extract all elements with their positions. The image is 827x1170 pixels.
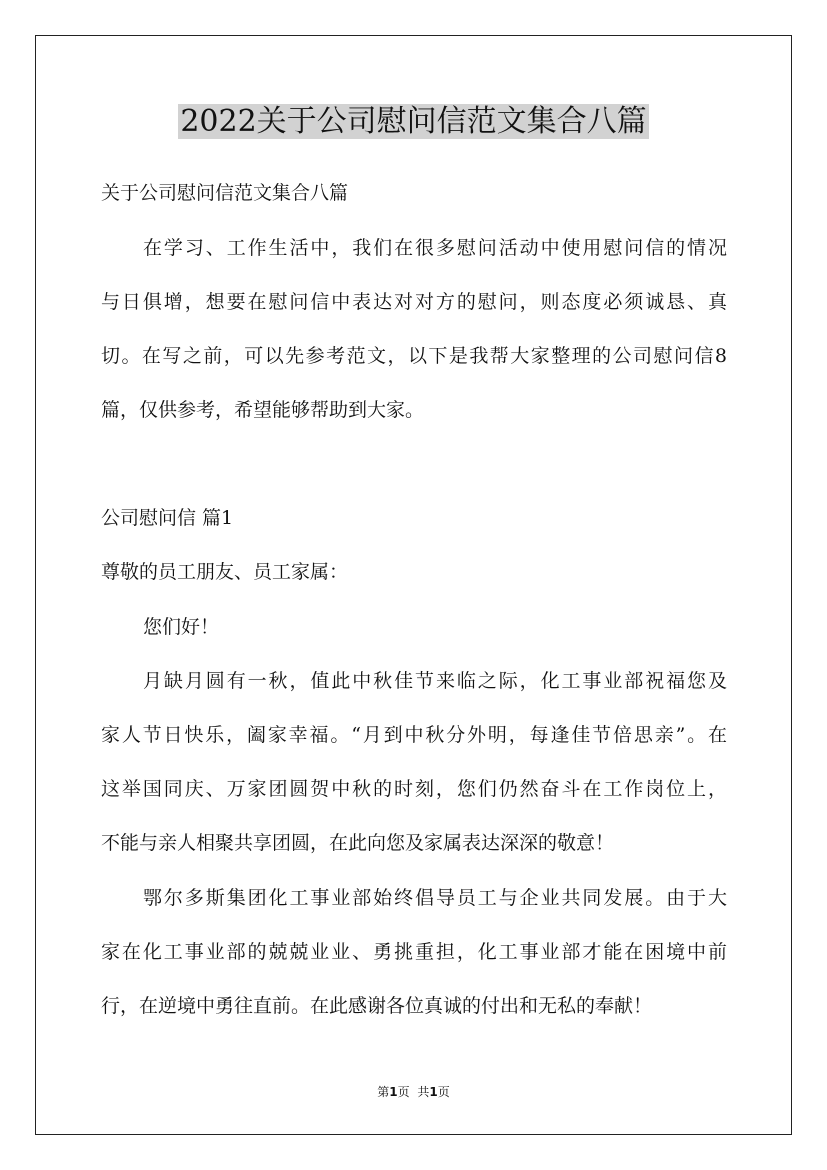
page-prefix: 第: [377, 1085, 390, 1099]
para1-line-3: 这举国同庆、万家团圆贺中秋的时刻，您们仍然奋斗在工作岗位上，: [101, 778, 727, 800]
page-suffix: 页: [397, 1085, 410, 1099]
total-suffix: 页: [437, 1085, 450, 1099]
document-subtitle: 关于公司慰问信范文集合八篇: [101, 182, 349, 204]
para1-line-1: 月缺月圆有一秋，值此中秋佳节来临之际，化工事业部祝福您及: [143, 670, 727, 692]
intro-line-4: 篇，仅供参考，希望能够帮助到大家。: [101, 399, 425, 421]
para2-line-3: 行，在逆境中勇往直前。在此感谢各位真诚的付出和无私的奉献！: [101, 995, 653, 1017]
intro-line-3: 切。在写之前，可以先参考范文，以下是我帮大家整理的公司慰问信8: [101, 345, 727, 367]
total-pages: 1: [429, 1085, 438, 1099]
salutation: 尊敬的员工朋友、员工家属：: [101, 561, 349, 583]
greeting: 您们好！: [143, 616, 220, 638]
document-title-text: 2022关于公司慰问信范文集合八篇: [180, 104, 647, 139]
section-heading: 公司慰问信 篇1: [101, 507, 234, 529]
intro-line-2: 与日俱增，想要在慰问信中表达对对方的慰问，则态度必须诚恳、真: [101, 291, 727, 313]
para1-line-4: 不能与亲人相聚共享团圆，在此向您及家属表达深深的敬意！: [101, 832, 615, 854]
document-title: [0, 100, 827, 144]
para2-line-1: 鄂尔多斯集团化工事业部始终倡导员工与企业共同发展。由于大: [143, 887, 727, 909]
page-number: 1: [389, 1085, 398, 1099]
intro-line-1: 在学习、工作生活中，我们在很多慰问活动中使用慰问信的情况: [143, 237, 727, 259]
total-prefix: 共: [417, 1085, 430, 1099]
page-footer: [0, 1084, 827, 1100]
para2-line-2: 家在化工事业部的兢兢业业、勇挑重担，化工事业部才能在困境中前: [101, 941, 727, 963]
para1-line-2: 家人节日快乐，阖家幸福。“月到中秋分外明，每逢佳节倍思亲”。在: [101, 724, 727, 746]
